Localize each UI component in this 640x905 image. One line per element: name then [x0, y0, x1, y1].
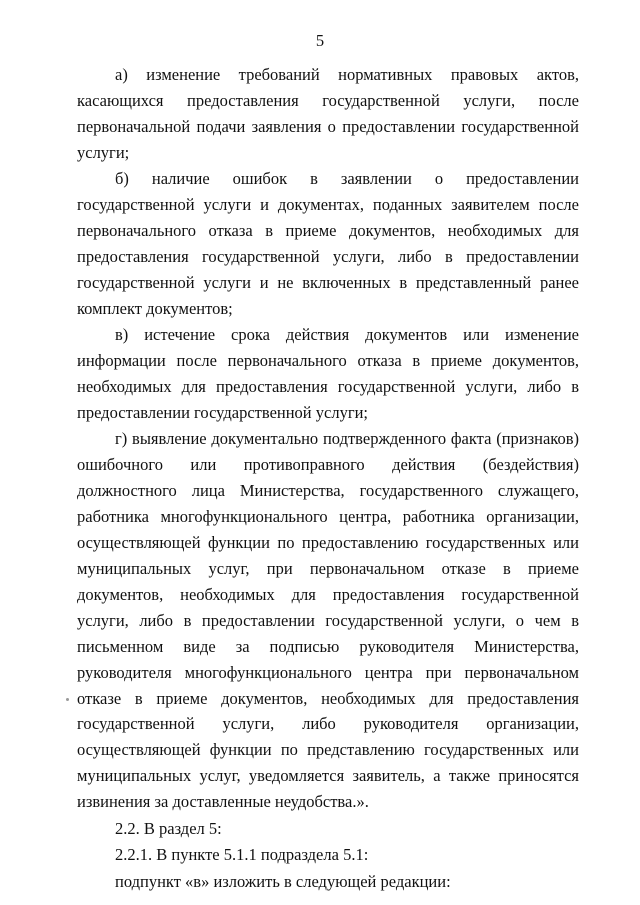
page-number: 5	[315, 31, 325, 50]
paragraph-v: в) истечение срока действия документов или изменение информации после первоначального отказа в приеме документов, необходимых для предоставления государственной услуги, либо в предоставлении государственной услуги;	[77, 325, 579, 422]
amendment-instruction: подпункт «в» изложить в следующей редакции:	[115, 871, 451, 891]
document-body	[77, 62, 579, 895]
paragraph-a: а) изменение требований нормативных правовых актов, касающихся предоставления государственной услуги, после первоначальной подачи заявления о предоставлении государственной услуги;	[77, 65, 579, 162]
scan-mark	[66, 698, 69, 701]
paragraph-g: г) выявление документально подтвержденного факта (признаков) ошибочного или противоправного действия (бездействия) должностного лица Министерства, государственного служащего, работника многофункционального центра, работника организации, осуществляющей функции по предоставлению государственных или муниципальных услуг, при первоначальном отказе в приеме документов, необходимых для предоставления государственной услуги, либо в предоставлении государственной услуги, о чем в письменном виде за подписью руководителя Министерства, руководителя многофункционального центра при первоначальном отказе в приеме документов, необходимых для предоставления государственной услуги, либо руководителя организации, осуществляющей функции по представлению государственных или муниципальных услуг, уведомляется заявитель, а также приносятся извинения за доставленные неудобства.».	[77, 429, 579, 812]
paragraph-b: б) наличие ошибок в заявлении о предоставлении государственной услуги и документах, поданных заявителем после первоначального отказа в приеме документов, необходимых для предоставления государственной услуги, либо в предоставлении государственной услуги и не включенных в представленный ранее комплект документов;	[77, 169, 579, 318]
section-heading-2-2: 2.2. В раздел 5:	[115, 818, 222, 838]
subsection-heading-2-2-1: 2.2.1. В пункте 5.1.1 подраздела 5.1:	[115, 845, 369, 865]
